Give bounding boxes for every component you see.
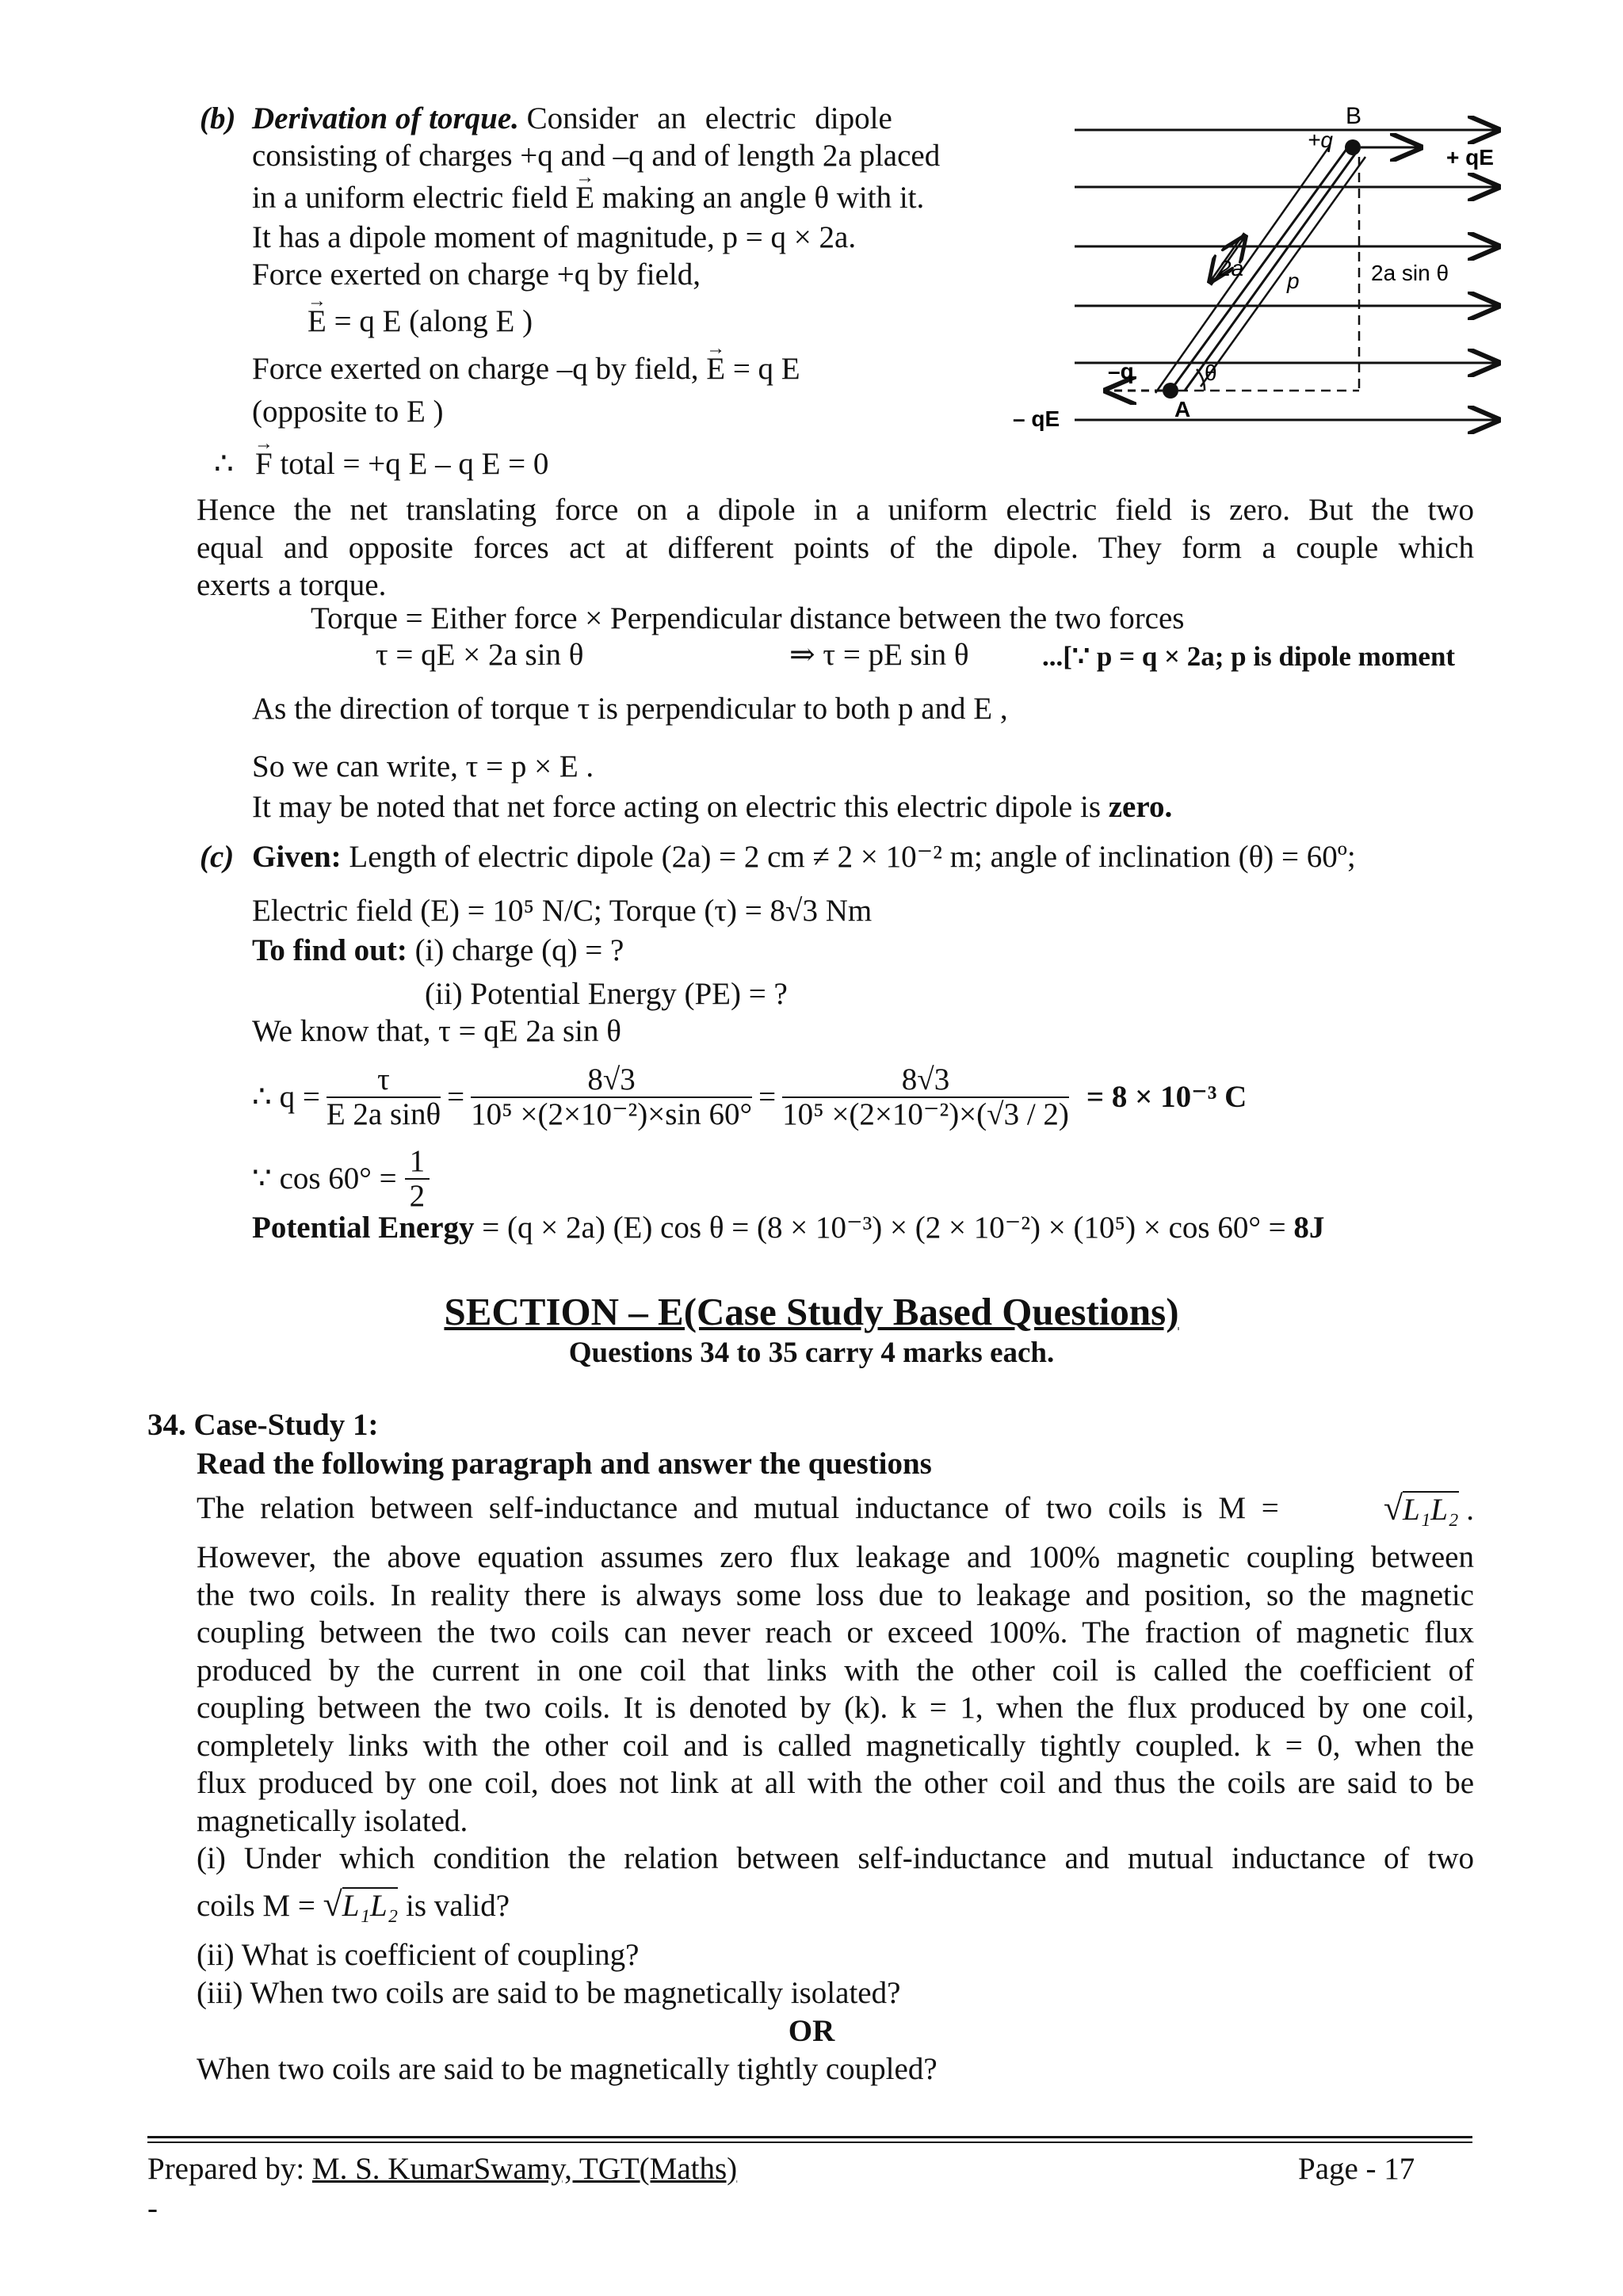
- part-b-line-1: [252, 100, 892, 138]
- fraction-denominator: E 2a sinθ: [326, 1097, 441, 1131]
- equals-sign: =: [758, 1080, 777, 1114]
- dipole-moment-note: ...[∵ p = q × 2a; p is dipole moment: [1042, 641, 1456, 672]
- sqrt-expression: √L₁L₂: [323, 1885, 399, 1924]
- page-number: Page - 17: [1298, 2152, 1415, 2186]
- torque-equation-1: τ = qE × 2a sin θ: [376, 638, 584, 672]
- force-minus-q-text: Force exerted on charge –q by field,: [252, 352, 699, 386]
- prepared-by-label: Prepared by:: [147, 2152, 305, 2186]
- label-plus-q: +q: [1308, 128, 1333, 152]
- paragraph-line: coupling between the two coils can never reach or exceed 100%. The fraction of magnetic flux: [197, 1615, 1474, 1650]
- part-b-line-1-text: Consider an electric dipole: [526, 101, 892, 135]
- torque-direction-line: As the direction of torque τ is perpendicular to both p and E ,: [252, 692, 1008, 726]
- torque-cross-product: So we can write, τ = p × E .: [252, 749, 594, 784]
- paragraph-line: the two coils. In reality there is always some loss due to leakage and position, so the magnetic: [197, 1577, 1474, 1612]
- cos-60-label: ∵ cos 60° =: [252, 1161, 397, 1196]
- part-b-line-3b: making an angle θ with it.: [601, 181, 925, 215]
- paragraph-line: flux produced by one coil, does not link at all with the other coil and thus the coils are said to be: [197, 1766, 1474, 1800]
- paragraph-line: magnetically isolated.: [197, 1803, 468, 1838]
- fraction-numerator: 8√3: [782, 1063, 1069, 1098]
- paragraph-line: Hence the net translating force on a dipole in a uniform electric field is zero. But the two: [197, 493, 1474, 527]
- q34-paragraph: [197, 1539, 1474, 1840]
- zero-word: zero.: [1108, 790, 1173, 824]
- pe-result: 8J: [1293, 1211, 1325, 1245]
- sqrt-radicand: L₁L₂: [1403, 1493, 1459, 1527]
- part-b-line-3a: in a uniform electric field: [252, 181, 568, 215]
- label-two-a-sin-theta: 2a sin θ: [1371, 261, 1449, 285]
- net-force-paragraph: [197, 491, 1474, 605]
- fraction-1: [327, 1063, 441, 1131]
- label-minus-q: –q: [1108, 359, 1134, 383]
- zero-force-text: It may be noted that net force acting on electric this electric dipole is: [252, 790, 1101, 824]
- zero-force-note: [252, 788, 1172, 826]
- given-line: [252, 838, 1356, 876]
- footer-prepared: [147, 2150, 737, 2188]
- torque-equation-2: ⇒ τ = pE sin θ: [789, 638, 969, 672]
- label-minus-qE: – qE: [1013, 406, 1060, 431]
- potential-energy-line: [252, 1209, 1324, 1247]
- footer-rule: [147, 2136, 1472, 2138]
- question-i-m-equals: coils M =: [197, 1889, 315, 1923]
- label-plus-qE: + qE: [1446, 145, 1494, 170]
- q34-relation-line: [197, 1489, 1474, 1529]
- part-b-title: Derivation of torque.: [252, 101, 519, 135]
- q-equals: ∴ q =: [252, 1080, 320, 1114]
- question-i: [197, 1840, 1474, 1878]
- paragraph-line: equal and opposite forces act at different points of the dipole. They form a couple which: [197, 530, 1474, 565]
- fraction-2: [471, 1063, 752, 1131]
- part-b-line-5: Force exerted on charge +q by field,: [252, 257, 701, 292]
- f-total-text: total = +q E – q E = 0: [280, 447, 549, 481]
- equals-sign: =: [447, 1080, 465, 1114]
- f-vector-symbol: → F: [255, 445, 273, 483]
- force-plus-q: [307, 303, 533, 341]
- fraction-denominator: 10⁵ ×(2×10⁻²)×sin 60°: [471, 1097, 753, 1131]
- part-b-line-3: [252, 179, 924, 217]
- therefore-symbol: ∴: [214, 447, 234, 481]
- fraction-numerator: 8√3: [471, 1063, 752, 1098]
- charge-result: = 8 × 10⁻³ C: [1086, 1080, 1247, 1114]
- given-text: Length of electric dipole (2a) = 2 cm ≠ 2 × 10⁻² m; angle of inclination (θ) = 60º;: [349, 840, 1356, 874]
- cos-60-line: [252, 1142, 430, 1215]
- we-know-line: We know that, τ = qE 2a sin θ: [252, 1014, 621, 1048]
- fraction-numerator: τ: [327, 1063, 441, 1098]
- to-find-label: To find out:: [252, 933, 407, 967]
- dipole-diagram: [1006, 101, 1514, 442]
- field-torque-given: Electric field (E) = 10⁵ N/C; Torque (τ) = 8√3 Nm: [252, 894, 873, 928]
- sqrt-expression: √L₁L₂ .: [1383, 1489, 1474, 1527]
- author-link[interactable]: M. S. KumarSwamy, TGT(Maths): [311, 2152, 738, 2186]
- relation-text: The relation between self-inductance and mutual inductance of two coils is M =: [197, 1491, 1279, 1525]
- question-i-line-2: [197, 1886, 510, 1925]
- part-c-label: (c): [200, 840, 235, 874]
- footer-dash: -: [147, 2191, 158, 2225]
- question-i-end: is valid?: [406, 1889, 510, 1923]
- q34-heading: 34. Case-Study 1:: [147, 1408, 379, 1442]
- question-iii: (iii) When two coils are said to be magnetically isolated?: [197, 1976, 901, 2010]
- fraction-3: [782, 1063, 1069, 1131]
- paragraph-line: coupling between the two coils. It is denoted by (k). k = 1, when the flux produced by one coil,: [197, 1691, 1474, 1725]
- pe-calculation: = (q × 2a) (E) cos θ = (8 × 10⁻³) × (2 × 10⁻²) × (10⁵) × cos 60° =: [482, 1211, 1286, 1245]
- paragraph-line: However, the above equation assumes zero flux leakage and 100% magnetic coupling between: [197, 1540, 1474, 1574]
- force-minus-q: [252, 350, 800, 388]
- pe-label: Potential Energy: [252, 1211, 475, 1245]
- charge-calculation: [252, 1054, 1247, 1141]
- fraction-denominator: 2: [409, 1179, 426, 1213]
- force-plus-q-text: = q E (along E ): [334, 304, 533, 338]
- question-iii-alternative: When two coils are said to be magnetically tightly coupled?: [197, 2052, 938, 2086]
- f-total-equation: [255, 445, 548, 483]
- to-find-charge: (i) charge (q) = ?: [414, 933, 624, 967]
- dipole-axis: [1170, 145, 1350, 391]
- part-b-line-4: It has a dipole moment of magnitude, p = q × 2a.: [252, 220, 857, 254]
- fraction-numerator: 1: [405, 1145, 430, 1180]
- label-theta: θ: [1205, 360, 1217, 385]
- paragraph-line: produced by the current in one coil that links with the other coil is called the coefficient of: [197, 1653, 1474, 1688]
- footer-rule: [147, 2142, 1472, 2143]
- label-p: p: [1287, 269, 1300, 293]
- question-ii: (ii) What is coefficient of coupling?: [197, 1938, 640, 1972]
- part-b-line-2: consisting of charges +q and –q and of length 2a placed: [252, 139, 941, 173]
- sqrt-radicand: L₁L₂: [342, 1889, 399, 1923]
- question-i-line-1: (i) Under which condition the relation between self-inductance and mutual inductance of two: [197, 1841, 1474, 1875]
- e-vector-symbol: → E: [307, 303, 327, 341]
- q34-instruction: Read the following paragraph and answer the questions: [197, 1447, 932, 1481]
- or-separator: OR: [788, 2014, 835, 2048]
- part-b-label: (b): [200, 101, 236, 135]
- section-subtitle: Questions 34 to 35 carry 4 marks each.: [568, 1337, 1055, 1369]
- e-vector-symbol: → E: [706, 350, 725, 388]
- charge-B: [1345, 139, 1361, 155]
- paragraph-line: completely links with the other coil and is called magnetically tightly coupled. k = 0, when the: [197, 1728, 1474, 1763]
- label-B: B: [1346, 103, 1362, 129]
- to-find-pe: (ii) Potential Energy (PE) = ?: [425, 977, 788, 1011]
- torque-definition: Torque = Either force × Perpendicular distance between the two forces: [311, 601, 1185, 635]
- label-two-a: 2a: [1219, 256, 1244, 280]
- section-title: SECTION – E(Case Study Based Questions): [444, 1290, 1179, 1333]
- given-label: Given:: [252, 840, 342, 874]
- label-A: A: [1174, 397, 1191, 421]
- part-b-line-8: (opposite to E ): [252, 395, 444, 429]
- e-vector-symbol: → E: [575, 179, 594, 217]
- to-find-line: [252, 932, 624, 970]
- paragraph-line: exerts a torque.: [197, 568, 387, 602]
- charge-A: [1163, 383, 1178, 399]
- fraction-denominator: 10⁵ ×(2×10⁻²)×(√3 / 2): [782, 1097, 1069, 1131]
- force-minus-q-value: = q E: [732, 352, 800, 386]
- half-fraction: [405, 1145, 430, 1213]
